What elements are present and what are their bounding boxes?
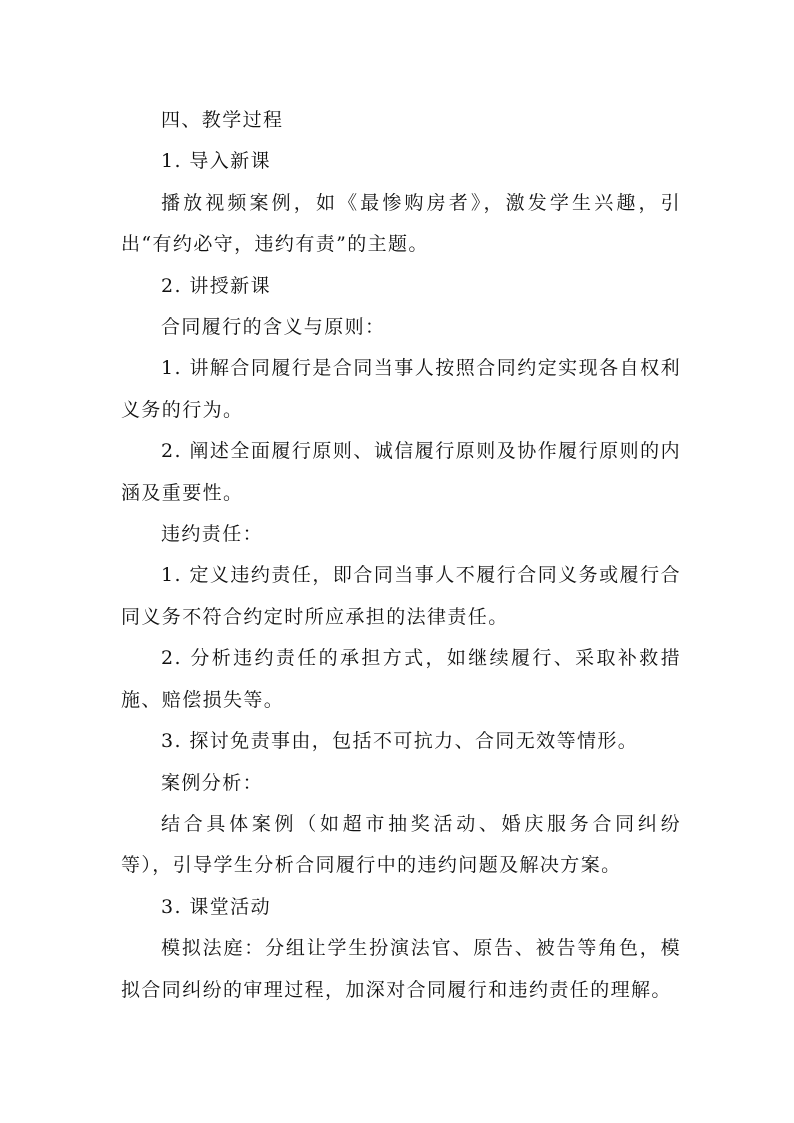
subheading-classroom-activity: 3. 课堂活动	[161, 895, 271, 918]
paragraph-mock-court: 模拟法庭：分组让学生扮演法官、原告、被告等角色，模拟合同纠纷的审理过程，加深对合同履行和违约责任的理解。	[121, 937, 681, 1001]
section-heading-teaching-process: 四、教学过程	[161, 109, 284, 131]
subheading-intro-new-lesson: 1. 导入新课	[161, 150, 271, 173]
list-item-exemption-reasons: 3. 探讨免责事由，包括不可抗力、合同无效等情形。	[161, 730, 639, 753]
subheading-teach-new-lesson: 2. 讲授新课	[161, 274, 271, 297]
topic-contract-performance: 合同履行的含义与原则：	[161, 316, 386, 339]
topic-breach-liability: 违约责任：	[161, 523, 264, 546]
paragraph-case-analysis: 结合具体案例（如超市抽奖活动、婚庆服务合同纠纷等），引导学生分析合同履行中的违约问题及解决方案。	[121, 812, 681, 877]
list-item-breach-remedies: 2. 分析违约责任的承担方式，如继续履行、采取补救措施、赔偿损失等。	[121, 647, 681, 711]
list-item-performance-principles: 2. 阐述全面履行原则、诚信履行原则及协作履行原则的内涵及重要性。	[121, 440, 681, 504]
list-item-contract-performance-definition: 1. 讲解合同履行是合同当事人按照合同约定实现各自权利义务的行为。	[121, 357, 681, 421]
list-item-breach-definition: 1. 定义违约责任，即合同当事人不履行合同义务或履行合同义务不符合约定时所应承担的法律责任。	[121, 564, 681, 628]
document-body	[121, 100, 681, 1011]
paragraph-intro-video-case: 播放视频案例，如《最惨购房者》，激发学生兴趣，引出“有约必守，违约有责”的主题。	[121, 191, 681, 256]
topic-case-analysis: 案例分析：	[161, 771, 264, 794]
